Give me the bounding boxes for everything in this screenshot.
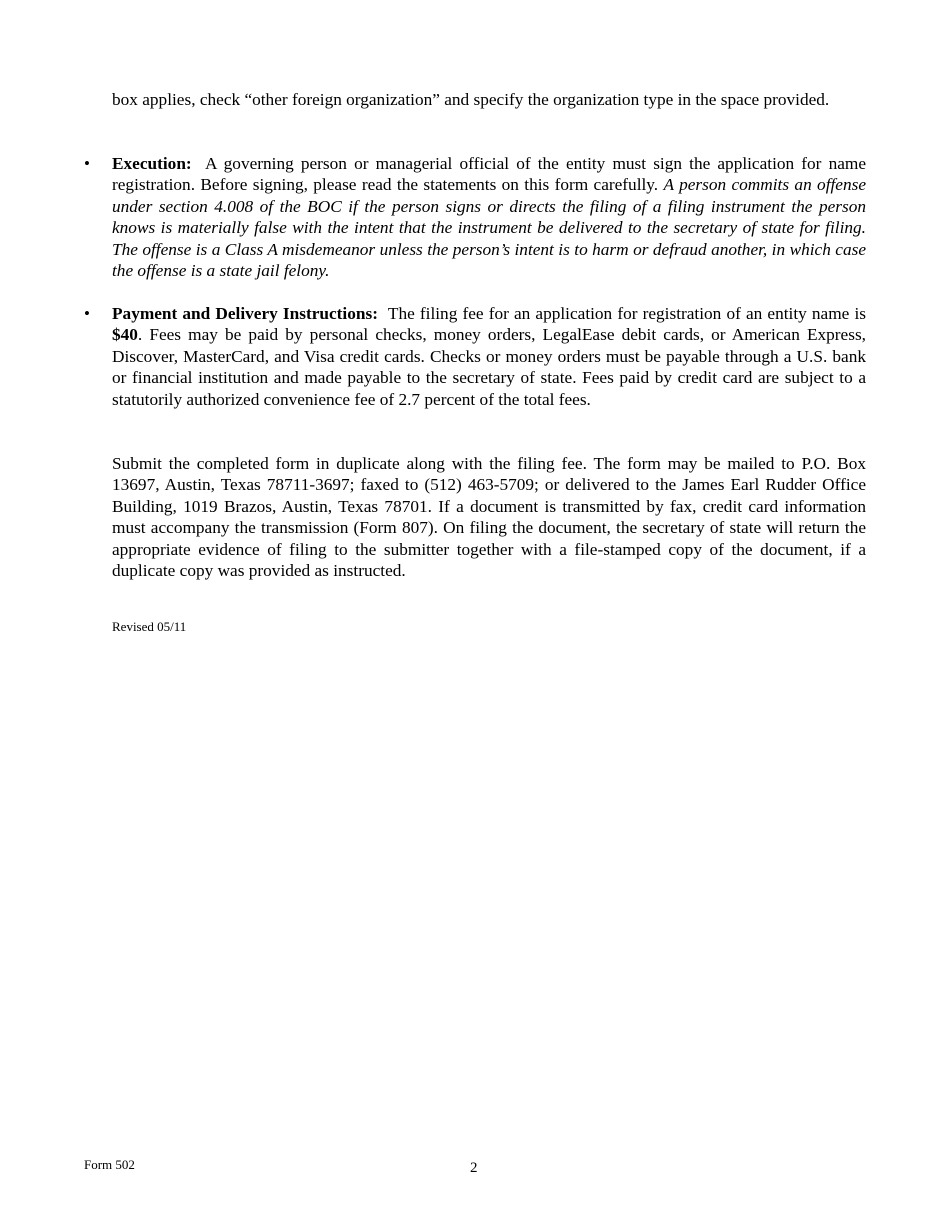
execution-warning: A person commits an offense under section 4.008 of the BOC if the person signs or directs the filing of a filing instrument the person knows is materially false with the intent that the instrument be delivered to the secretary of state for filing. The offense is a Class A misdemeanor unless the person’s intent is to harm or defraud another, in which case the offense is a state jail felony.	[112, 175, 867, 281]
execution-bullet: •	[84, 154, 90, 173]
execution-heading: Execution:	[112, 154, 192, 173]
execution-paragraph	[112, 153, 866, 281]
filing-fee-amount: $40	[112, 325, 138, 345]
form-number: Form 502	[84, 1157, 135, 1172]
payment-bullet: •	[84, 304, 90, 323]
submission-paragraph: Submit the completed form in duplicate along with the filing fee. The form may be mailed to P.O. Box 13697, Austin, Texas 78711-3697; faxed to (512) 463-5709; or delivered to the James Earl Rudder Office Building, 1019 Brazos, Austin, Texas 78701. If a document is transmitted by fax, credit card information must accompany the transmission (Form 807). On filing the document, the secretary of state will return the appropriate evidence of filing to the submitter together with a file-stamped copy of the document, if a duplicate copy was provided as instructed.	[112, 454, 866, 581]
revision-date: Revised 05/11	[112, 619, 187, 634]
payment-heading: Payment and Delivery Instructions:	[112, 304, 378, 323]
continuation-paragraph: box applies, check “other foreign organization” and specify the organization type in the space provided.	[112, 90, 830, 109]
payment-text-before-fee: The filing fee for an application for registration of an entity name is	[387, 304, 866, 323]
payment-paragraph	[112, 303, 866, 410]
page-number: 2	[470, 1160, 478, 1176]
execution-text: A governing person or managerial official of the entity must sign the application for name registration. Before signing, please read the statements on this form carefully.	[112, 154, 866, 195]
payment-text-after-fee: . Fees may be paid by personal checks, money orders, LegalEase debit cards, or American Express, Discover, MasterCard, and Visa credit cards. Checks or money orders must be payable through a U.S. bank or financial institution and made payable to the secretary of state. Fees paid by credit card are subject to a statutorily authorized convenience fee of 2.7 percent of the total fees.	[112, 325, 866, 409]
